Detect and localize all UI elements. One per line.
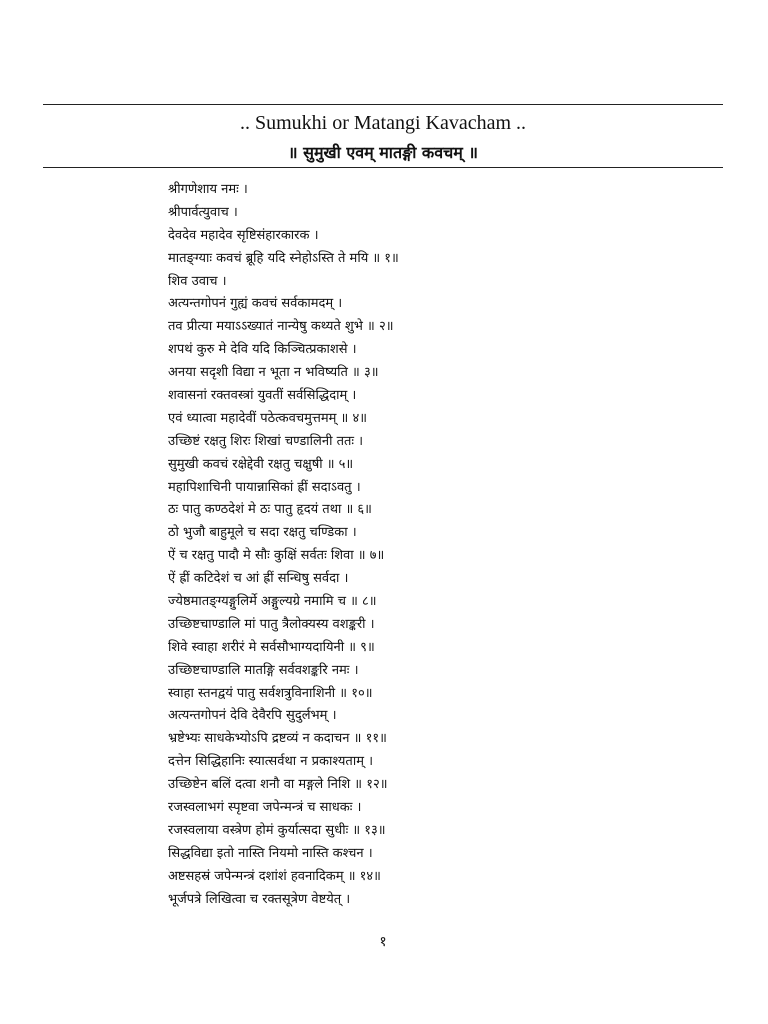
- verse-line: भूर्जपत्रे लिखित्वा च रक्तसूत्रेण वेष्टयेत् ।: [168, 891, 351, 907]
- verse-line: मातङ्ग्याः कवचं ब्रूहि यदि स्नेहोऽस्ति ते मयि ॥ १॥: [168, 250, 399, 266]
- verse-line: उच्छिष्टेन बलिं दत्वा शनौ वा मङ्गले निशि ॥ १२॥: [168, 777, 388, 793]
- verse-line: श्रीगणेशाय नमः ।: [168, 182, 248, 197]
- header-bottom-rule: [43, 167, 723, 168]
- verse-line: उच्छिष्टचाण्डालि मां पातु त्रैलोक्यस्य वशङ्करी ।: [168, 616, 375, 632]
- verse-list: [168, 179, 728, 912]
- verse-line: स्वाहा स्तनद्वयं पातु सर्वशत्रुविनाशिनी ॥ १०॥: [168, 685, 373, 701]
- verse-line: उच्छिष्टचाण्डालि मातङ्गि सर्ववशङ्करि नमः ।: [168, 662, 359, 678]
- verse-line: रजस्वलाभगं स्पृष्टवा जपेन्मन्त्रं च साधकः ।: [168, 800, 362, 816]
- verse-line: अष्टसहस्रं जपेन्मन्त्रं दशांशं हवनादिकम् ॥ १४॥: [168, 868, 381, 884]
- verse-line: देवदेव महादेव सृष्टिसंहारकारक ।: [168, 227, 319, 243]
- document-title-english: .. Sumukhi or Matangi Kavacham ..: [239, 112, 527, 134]
- verse-line: भ्रष्टेभ्यः साधकेभ्योऽपि द्रष्टव्यं न कदाचन ॥ ११॥: [168, 731, 387, 747]
- page-number: १: [379, 934, 387, 950]
- verse-line: सिद्धविद्या इतो नास्ति नियमो नास्ति कश्चन ।: [168, 845, 373, 861]
- document-title-devanagari: ॥ सुमुखी एवम् मातङ्गी कवचम् ॥: [288, 143, 478, 162]
- verse-line: शपथं कुरु मे देवि यदि किञ्चित्प्रकाशसे ।: [168, 342, 357, 358]
- verse-line: दत्तेन सिद्धिहानिः स्यात्सर्वथा न प्रकाश्यताम् ।: [168, 754, 374, 770]
- verse-line: श्रीपार्वत्युवाच ।: [168, 204, 238, 220]
- verse-line: तव प्रीत्या मयाऽऽख्यातं नान्येषु कथ्यते शुभे ॥ २॥: [168, 319, 394, 335]
- verse-line: अनया सदृशी विद्या न भूता न भविष्यति ॥ ३॥: [168, 365, 379, 381]
- verse-line: एवं ध्यात्वा महादेवीं पठेत्कवचमुत्तमम् ॥ ४॥: [168, 410, 368, 426]
- verse-line: अत्यन्तगोपनं गुह्यं कवचं सर्वकामदम् ।: [168, 296, 343, 312]
- header-top-rule: [43, 104, 723, 105]
- verse-line: ठः पातु कण्ठदेशं मे ठः पातु हृदयं तथा ॥ ६॥: [168, 502, 372, 518]
- verse-line: शवासनां रक्तवस्त्रां युवतीं सर्वसिद्धिदाम् ।: [168, 388, 357, 404]
- verse-line: शिव उवाच ।: [168, 273, 227, 289]
- verse-line: सुमुखी कवचं रक्षेद्देवी रक्षतु चक्षुषी ॥ ५॥: [168, 456, 354, 472]
- verse-line: ज्येष्ठमातङ्ग्यङ्गुलिर्मे अङ्गुल्यग्रे नमामि च ॥ ८॥: [168, 594, 377, 610]
- verse-line: उच्छिष्टं रक्षतु शिरः शिखां चण्डालिनी ततः ।: [168, 433, 364, 449]
- verse-line: शिवे स्वाहा शरीरं मे सर्वसौभाग्यदायिनी ॥ ९॥: [168, 639, 375, 655]
- verse-line: महापिशाचिनी पायान्नासिकां ह्रीं सदाऽवतु ।: [168, 479, 361, 495]
- verse-line: रजस्वलाया वस्त्रेण होमं कुर्यात्सदा सुधीः ॥ १३॥: [168, 822, 386, 838]
- verse-line: ऐं च रक्षतु पादौ मे सौः कुक्षिं सर्वतः शिवा ॥ ७॥: [168, 548, 385, 564]
- verse-line: ठो भुजौ बाहुमूले च सदा रक्षतु चण्डिका ।: [168, 525, 357, 541]
- verse-line: ऐं ह्रीं कटिदेशं च आं ह्रीं सन्धिषु सर्वदा ।: [168, 571, 349, 587]
- verse-line: अत्यन्तगोपनं देवि देवैरपि सुदुर्लभम् ।: [168, 708, 337, 724]
